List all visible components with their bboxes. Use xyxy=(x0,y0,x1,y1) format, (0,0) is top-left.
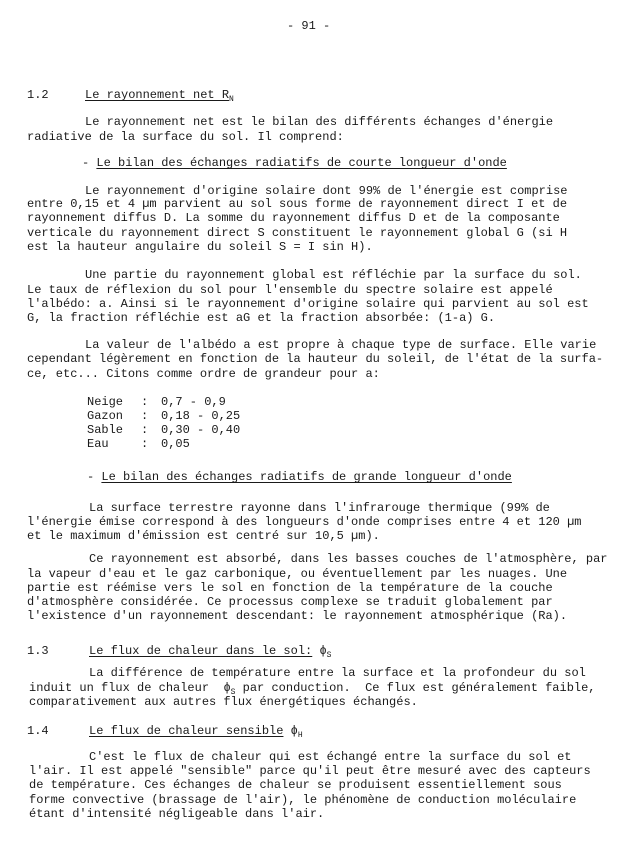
paragraph-line: C'est le flux de chaleur qui est échangé entre la surface du sol et xyxy=(89,750,572,764)
section-title xyxy=(85,88,234,102)
paragraph-line: G, la fraction réfléchie est aG et la fraction absorbée: (1-a) G. xyxy=(27,311,496,325)
paragraph-line: Ce rayonnement est absorbé, dans les basses couches de l'atmosphère, par xyxy=(89,552,608,566)
paragraph-line: La valeur de l'albédo a est propre à chaque type de surface. Elle varie xyxy=(85,338,597,352)
paragraph-line: l'air. Il est appelé "sensible" parce qu'il peut être mesuré avec des capteurs xyxy=(29,764,591,778)
subscript: S xyxy=(230,688,236,697)
subheading-text: Le bilan des échanges radiatifs de grande longueur d'onde xyxy=(101,470,512,484)
paragraph-line: Le taux de réflexion du sol pour l'ensemble du spectre solaire est appelé xyxy=(27,283,553,297)
paragraph-line: entre 0,15 et 4 µm parvient au sol sous forme de rayonnement direct I et de xyxy=(27,197,568,211)
separator: : xyxy=(141,409,149,423)
paragraph-line: forme convective (brassage de l'air), le phénomène de conduction moléculaire xyxy=(29,793,577,807)
subheading-short-wave xyxy=(82,156,507,170)
subheading-text: Le bilan des échanges radiatifs de courte longueur d'onde xyxy=(96,156,507,170)
albedo-row xyxy=(87,395,226,409)
paragraph-line: est la hauteur angulaire du soleil S = I sin H). xyxy=(27,240,373,254)
surface: Neige xyxy=(87,395,124,409)
paragraph-line: comparativement aux autres flux énergétiques échangés. xyxy=(29,695,418,709)
paragraph-line: verticale du rayonnement direct S constituent le rayonnement global G (si H xyxy=(27,226,568,240)
paragraph-line: et le maximum d'émission est centré sur 10,5 µm). xyxy=(27,529,380,543)
separator: : xyxy=(141,423,149,437)
surface: Eau xyxy=(87,437,109,451)
paragraph-line: d'atmosphère considérée. Ce processus complexe se traduit globalement par xyxy=(27,595,553,609)
paragraph-line: l'existence d'un rayonnement descendant: le rayonnement atmosphérique (Ra). xyxy=(27,609,568,623)
section-title xyxy=(89,724,303,738)
surface: Gazon xyxy=(87,409,124,423)
paragraph-line xyxy=(29,681,596,695)
section-number: 1.2 xyxy=(27,88,49,102)
paragraph-line: Le rayonnement d'origine solaire dont 99% de l'énergie est comprise xyxy=(85,184,568,198)
albedo-value: 0,18 - 0,25 xyxy=(161,409,241,423)
paragraph-line: la vapeur d'eau et le gaz carbonique, ou éventuellement par les nuages. Une xyxy=(27,567,568,581)
text: par conduction. Ce flux est généralement faible, xyxy=(235,681,596,695)
paragraph-line: cependant légèrement en fonction de la hauteur du soleil, de l'état de la surfa- xyxy=(27,352,604,366)
section-title-text: Le rayonnement net R xyxy=(85,88,230,102)
paragraph-line: La différence de température entre la surface et la profondeur du sol xyxy=(89,666,586,680)
paragraph-line: l'albédo: a. Ainsi si le rayonnement d'origine solaire qui parvient au sol est xyxy=(27,297,589,311)
phi-symbol: ϕ xyxy=(223,681,231,695)
albedo-row xyxy=(87,423,240,437)
text: induit un flux de chaleur xyxy=(29,681,224,695)
page-number: - 91 - xyxy=(287,19,331,33)
phi-symbol: ϕ xyxy=(319,644,327,658)
dash: - xyxy=(82,156,90,170)
section-number: 1.4 xyxy=(27,724,49,738)
paragraph-line: ce, etc... Citons comme ordre de grandeur pour a: xyxy=(27,367,380,381)
subscript: N xyxy=(229,95,234,104)
paragraph-line: Une partie du rayonnement global est réfléchie par la surface du sol. xyxy=(85,268,582,282)
section-title-text: Le flux de chaleur sensible xyxy=(89,724,284,738)
paragraph-line: Le rayonnement net est le bilan des différents échanges d'énergie xyxy=(85,115,554,129)
paragraph-line: rayonnement diffus D. La somme du rayonnement diffus D et de la composante xyxy=(27,211,560,225)
subscript: S xyxy=(326,651,332,660)
paragraph-line: étant d'intensité négligeable dans l'air. xyxy=(29,807,325,821)
albedo-value: 0,30 - 0,40 xyxy=(161,423,241,437)
subscript: H xyxy=(297,731,303,740)
separator: : xyxy=(141,395,149,409)
section-title xyxy=(89,644,331,658)
albedo-value: 0,7 - 0,9 xyxy=(161,395,226,409)
surface: Sable xyxy=(87,423,124,437)
paragraph-line: radiative de la surface du sol. Il comprend: xyxy=(27,130,344,144)
separator: : xyxy=(141,437,149,451)
section-number: 1.3 xyxy=(27,644,49,658)
paragraph-line: l'énergie émise correspond à des longueurs d'onde comprises entre 4 et 120 µm xyxy=(27,515,582,529)
albedo-row xyxy=(87,409,240,423)
albedo-row xyxy=(87,437,190,451)
paragraph-line: La surface terrestre rayonne dans l'infrarouge thermique (99% de xyxy=(89,501,550,515)
subheading-long-wave xyxy=(87,470,512,484)
phi-symbol: ϕ xyxy=(290,724,298,738)
paragraph-line: partie est réémise vers le sol en fonction de la température de la couche xyxy=(27,581,553,595)
albedo-value: 0,05 xyxy=(161,437,190,451)
section-title-text: Le flux de chaleur dans le sol: xyxy=(89,644,313,658)
dash: - xyxy=(87,470,95,484)
paragraph-line: de température. Ces échanges de chaleur se produisent essentiellement sous xyxy=(29,778,562,792)
